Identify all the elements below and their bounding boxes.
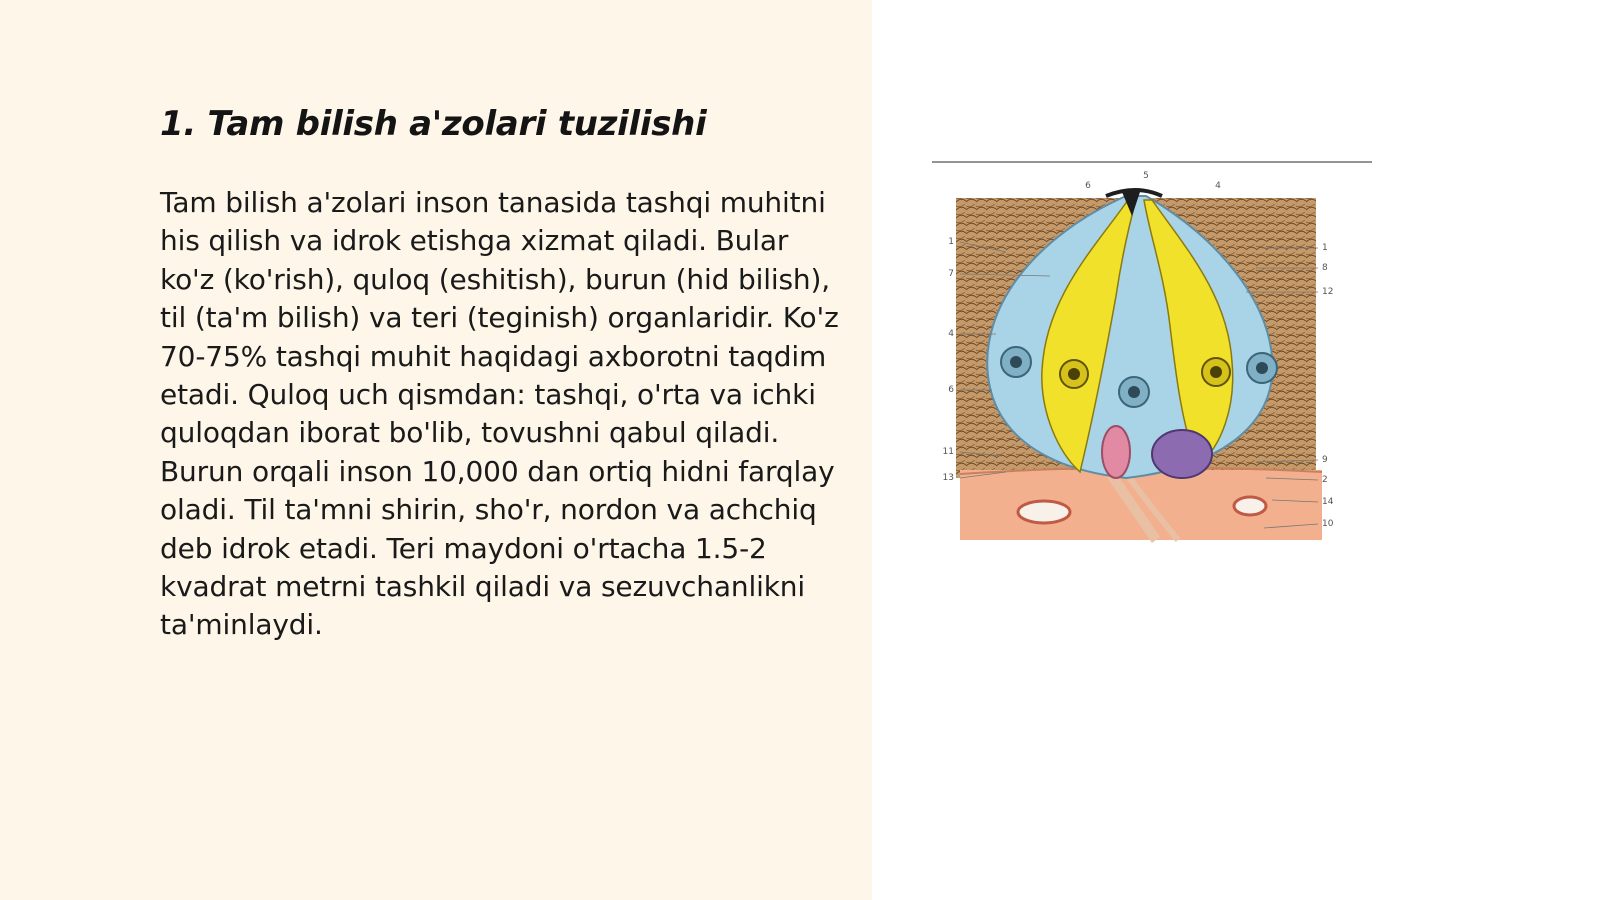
figure-label-right-0: 1: [1322, 243, 1328, 253]
figure-label-left-5: 13: [942, 473, 954, 483]
slide-title: 1. Tam bilish a'zolari tuzilishi: [160, 104, 707, 144]
figure-label-left-4: 11: [942, 447, 954, 457]
basal-cell: [1102, 426, 1130, 478]
blood-vessel: [1234, 497, 1266, 515]
figure-label-right-1: 8: [1322, 263, 1328, 273]
figure-label-top-0: 6: [1085, 181, 1091, 191]
figure-label-right-5: 14: [1322, 497, 1334, 507]
figure-label-top-2: 4: [1215, 181, 1221, 191]
figure-label-left-1: 7: [948, 269, 954, 279]
blood-vessel: [1018, 501, 1070, 523]
figure-label-right-2: 12: [1322, 287, 1334, 297]
figure-label-right-3: 9: [1322, 455, 1328, 465]
figure-label-right-4: 2: [1322, 475, 1328, 485]
dermis-layer: [960, 470, 1322, 540]
taste-bud-illustration: [942, 156, 1416, 556]
figure-label-left-3: 6: [948, 385, 954, 395]
basal-cell: [1152, 430, 1212, 478]
figure-label-top-1: 5: [1143, 171, 1149, 181]
figure-label-left-2: 4: [948, 329, 954, 339]
slide-body-text: Tam bilish a'zolari inson tanasida tashqi muhitni his qilish va idrok etishga xizmat qiladi. Bular ko'z (ko'rish), quloq (eshitish), burun (hid bilish), til (ta'm bilish) va teri (teginish) organlaridir. Ko'z 70-75% tashqi muhit haqidagi axborotni taqdim etadi. Quloq uch qismdan: tashqi, o'rta va ichki quloqdan iborat bo'lib, tovushni qabul qiladi. Burun orqali inson 10,000 dan ortiq hidni farqlay oladi. Til ta'mni shirin, sho'r, nordon va achchiq deb idrok etadi. Teri maydoni o'rtacha 1.5-2 kvadrat metrni tashkil qiladi va sezuvchanlikni ta'minlaydi.: [160, 186, 839, 642]
figure-label-left-0: 1: [948, 237, 954, 247]
figure-label-right-6: 10: [1322, 519, 1334, 529]
